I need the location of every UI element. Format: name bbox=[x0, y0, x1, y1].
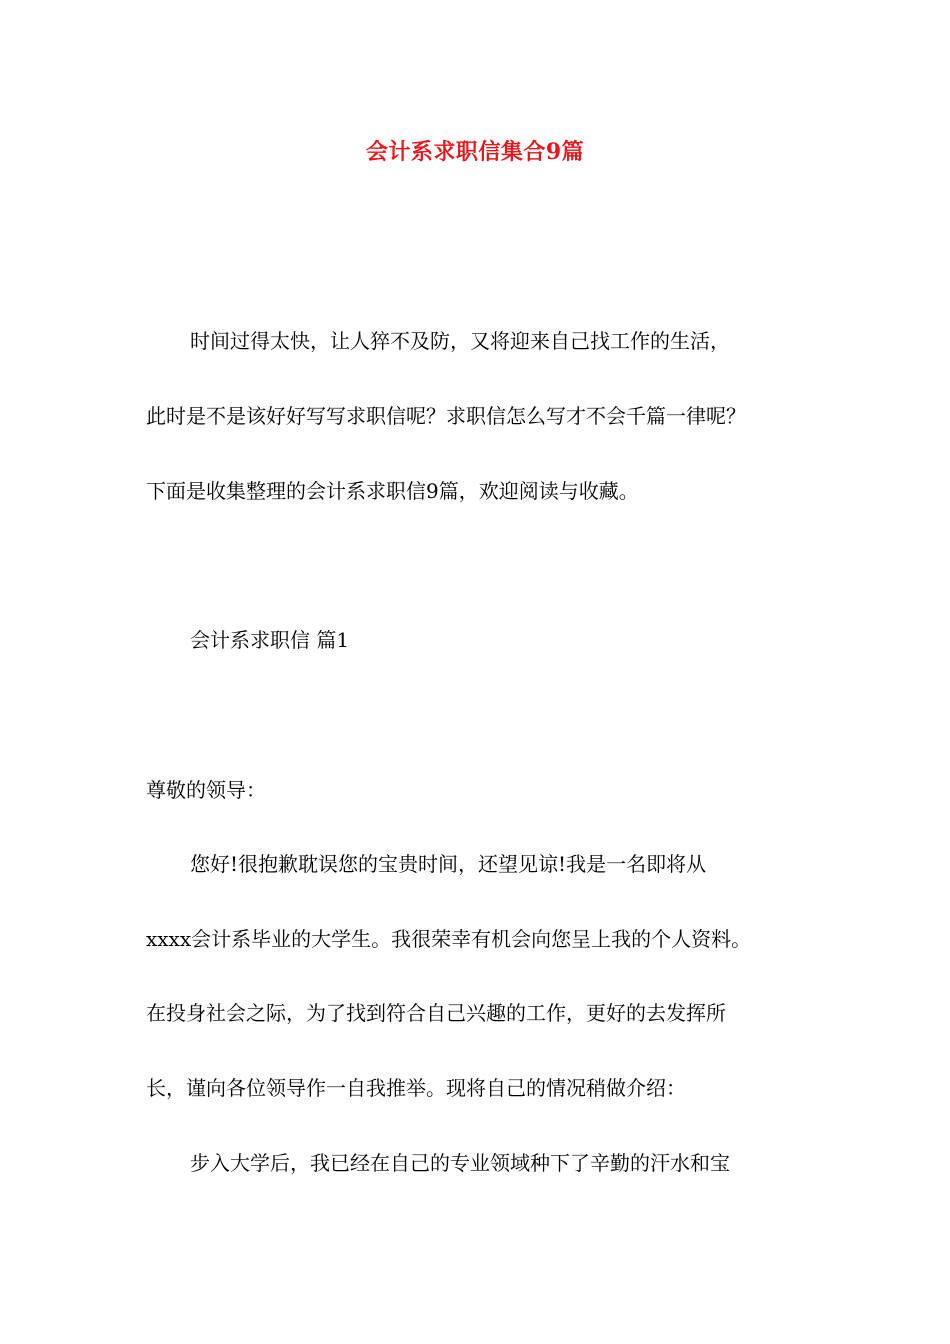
intro-line-2: 此时是不是该好好写写求职信呢？求职信怎么写才不会千篇一律呢？ bbox=[146, 404, 746, 428]
body-line-2: xxxx会计系毕业的大学生。我很荣幸有机会向您呈上我的个人资料。 bbox=[146, 927, 752, 951]
intro-line-3: 下面是收集整理的会计系求职信9篇，欢迎阅读与收藏。 bbox=[146, 479, 639, 503]
section-heading: 会计系求职信 篇1 bbox=[190, 628, 350, 652]
intro-line-1: 时间过得太快，让人猝不及防，又将迎来自己找工作的生活， bbox=[190, 329, 730, 353]
document-title: 会计系求职信集合9篇 bbox=[365, 139, 585, 165]
salutation: 尊敬的领导： bbox=[146, 778, 266, 802]
body-line-4: 长，谨向各位领导作一自我推举。现将自己的情况稍做介绍： bbox=[146, 1076, 686, 1100]
body-line-5: 步入大学后，我已经在自己的专业领域种下了辛勤的汗水和宝 bbox=[190, 1151, 730, 1175]
body-line-3: 在投身社会之际，为了找到符合自己兴趣的工作，更好的去发挥所 bbox=[146, 1001, 726, 1025]
body-line-1: 您好!很抱歉耽误您的宝贵时间，还望见谅!我是一名即将从 bbox=[190, 852, 707, 876]
